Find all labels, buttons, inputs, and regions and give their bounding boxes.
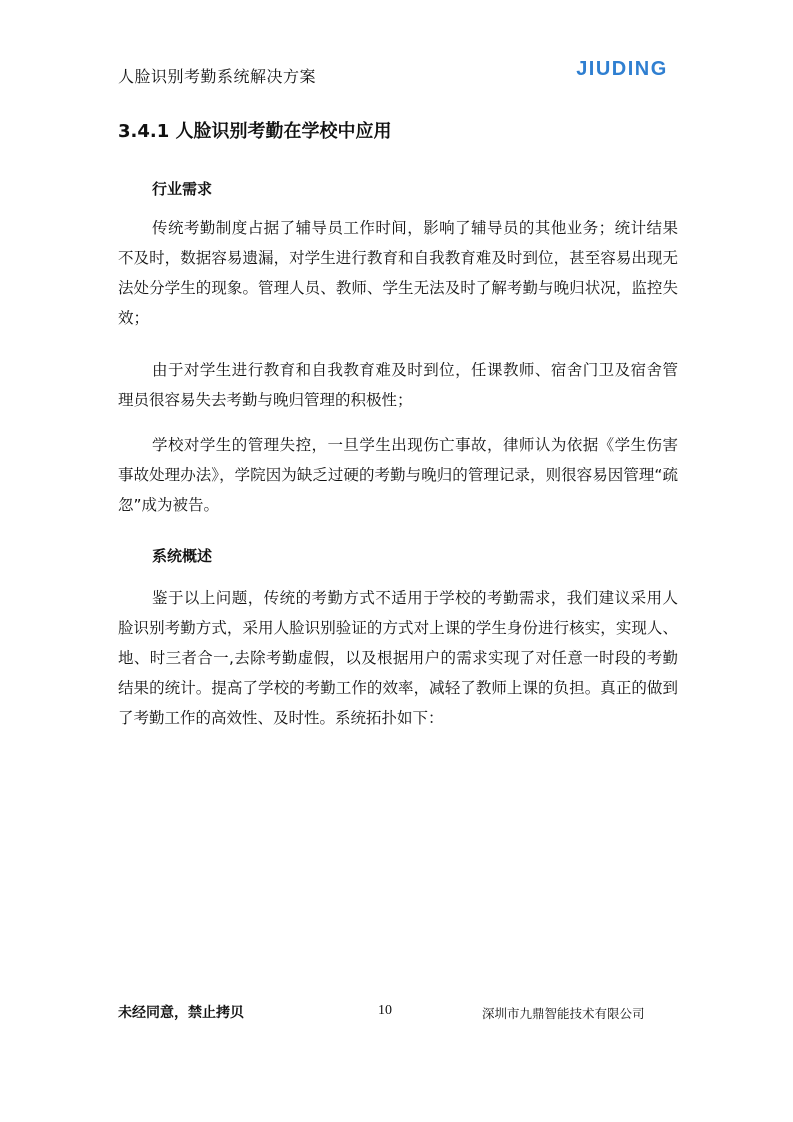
logo-text: JIUDING [576, 58, 668, 80]
document-title: 人脸识别考勤系统解决方案 [118, 67, 317, 86]
industry-needs-heading: 行业需求 [152, 180, 213, 198]
industry-needs-paragraph-1: 传统考勤制度占据了辅导员工作时间，影响了辅导员的其他业务；统计结果不及时，数据容易遗漏，对学生进行教育和自我教育难及时到位，甚至容易出现无法处分学生的现象。管理人员、教师、学生无法及时了解考勤与晚归状况，监控失效； [118, 219, 678, 327]
section-heading: 3.4.1 人脸识别考勤在学校中应用 [118, 121, 392, 142]
industry-needs-paragraph-2: 由于对学生进行教育和自我教育难及时到位，任课教师、宿舍门卫及宿舍管理员很容易失去考勤与晚归管理的积极性； [118, 361, 678, 409]
system-overview-heading: 系统概述 [152, 547, 213, 565]
page-number: 10 [378, 1003, 392, 1018]
copy-notice: 未经同意，禁止拷贝 [118, 1005, 244, 1021]
company-name: 深圳市九鼎智能技术有限公司 [482, 1006, 645, 1021]
industry-needs-paragraph-3: 学校对学生的管理失控，一旦学生出现伤亡事故，律师认为依据《学生伤害事故处理办法》，学院因为缺乏过硬的考勤与晚归的管理记录，则很容易因管理“疏忽”成为被告。 [118, 436, 678, 514]
company-logo [568, 55, 676, 81]
system-overview-paragraph: 鉴于以上问题，传统的考勤方式不适用于学校的考勤需求，我们建议采用人脸识别考勤方式，采用人脸识别验证的方式对上课的学生身份进行核实，实现人、地、时三者合一,去除考勤虚假，以及根据用户的需求实现了对任意一时段的考勤结果的统计。提高了学校的考勤工作的效率，减轻了教师上课的负担。真正的做到了考勤工作的高效性、及时性。系统拓扑如下： [118, 589, 678, 727]
